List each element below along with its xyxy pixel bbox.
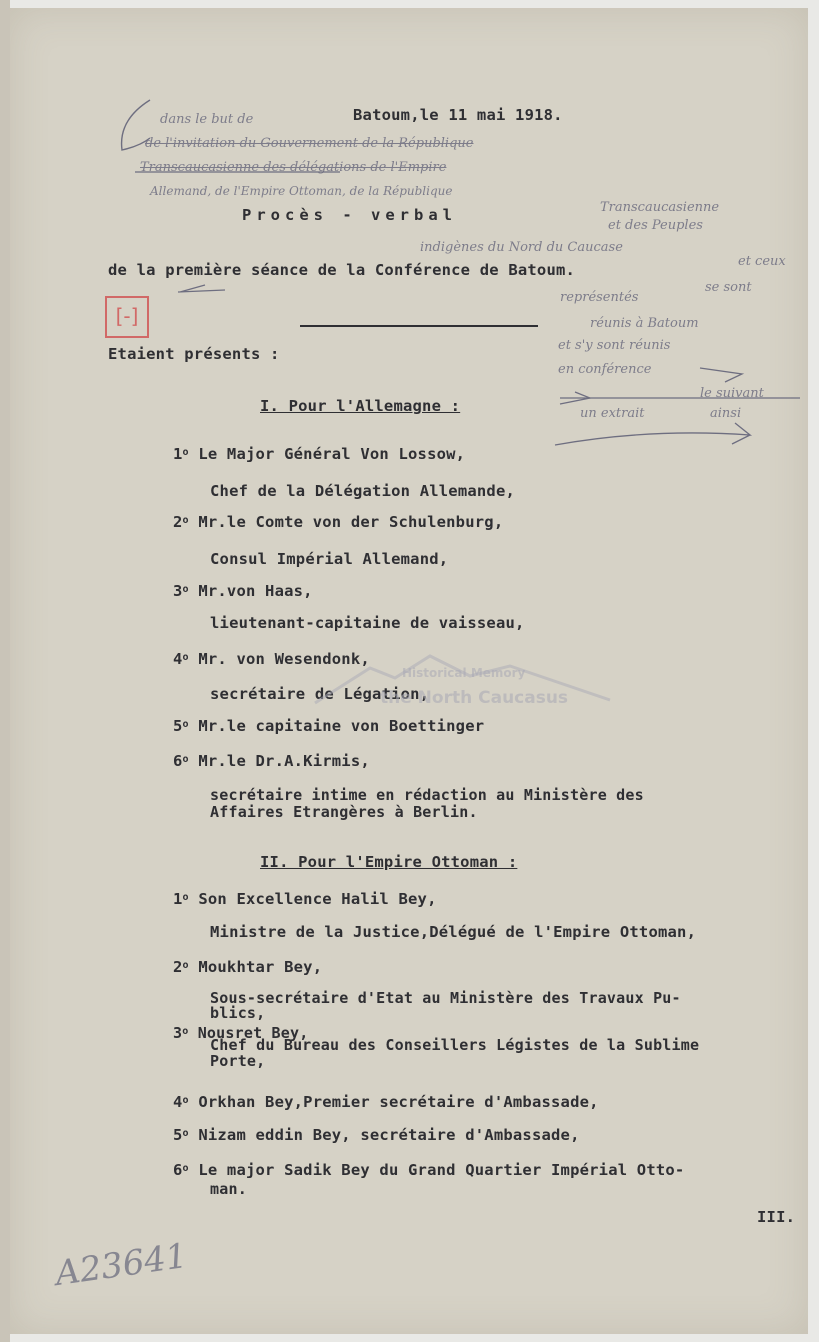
item-number: 3	[173, 582, 183, 601]
handwritten-note: dans le but de	[160, 112, 254, 127]
member-role: Consul Impérial Allemand,	[210, 550, 449, 568]
member-name: Mr.le capitaine von Boettinger	[198, 717, 485, 736]
document-subtitle: de la première séance de la Conférence de Batoum.	[108, 261, 576, 279]
member-name: Le major Sadik Bey du Grand Quartier Impérial Otto-	[198, 1161, 685, 1180]
watermark-line1: Historical Memory	[402, 666, 526, 680]
watermark-line2: the North Caucasus	[380, 688, 569, 708]
member-role: Chef du Bureau des Conseillers Légistes de la Sublime	[210, 1036, 700, 1054]
item-number: 4	[173, 650, 183, 669]
member-name: Nizam eddin Bey, secrétaire d'Ambassade,	[198, 1126, 580, 1145]
list-item	[173, 1126, 580, 1144]
degree-sign: o	[182, 1095, 189, 1106]
member-name: Mr. von Wesendonk,	[198, 650, 370, 669]
degree-sign: o	[182, 719, 189, 730]
member-name: Nousret Bey,	[197, 1024, 309, 1042]
handwritten-note: Transcaucasienne	[600, 200, 720, 215]
handwritten-note: indigènes du Nord du Caucase	[420, 240, 623, 255]
section-heading-germany: I. Pour l'Allemagne :	[260, 397, 461, 415]
item-number: 2	[173, 958, 183, 977]
item-number: 5	[173, 717, 183, 736]
list-item	[173, 1161, 684, 1179]
degree-sign: o	[182, 584, 189, 595]
item-number: 2	[173, 513, 183, 532]
degree-sign: o	[182, 960, 189, 971]
present-label: Etaient présents :	[108, 345, 280, 363]
list-item	[173, 890, 437, 908]
member-name: Le Major Général Von Lossow,	[198, 445, 466, 464]
member-role: Affaires Etrangères à Berlin.	[210, 803, 478, 821]
list-item	[173, 958, 322, 976]
list-item	[173, 445, 465, 463]
member-name: Orkhan Bey,Premier secrétaire d'Ambassade,	[198, 1093, 599, 1112]
handwritten-note: un extrait	[580, 406, 645, 421]
member-role: secrétaire intime en rédaction au Ministère des	[210, 786, 644, 804]
item-number: 3	[173, 1024, 183, 1042]
degree-sign: o	[182, 754, 189, 765]
degree-sign: o	[182, 1163, 189, 1174]
list-item	[173, 717, 484, 735]
section-heading-ottoman: II. Pour l'Empire Ottoman :	[260, 853, 518, 871]
handwritten-note: de l'invitation du Gouvernement de la République	[145, 136, 474, 151]
list-item	[173, 1093, 599, 1111]
member-name: Mr.le Dr.A.Kirmis,	[198, 752, 370, 771]
watermark-mountain-icon	[310, 648, 620, 708]
degree-sign: o	[182, 1026, 189, 1037]
handwritten-note: et s'y sont réunis	[558, 338, 671, 353]
handwritten-note: ainsi	[710, 406, 742, 421]
degree-sign: o	[182, 652, 189, 663]
list-item	[173, 752, 370, 770]
member-name: Mr.von Haas,	[198, 582, 313, 601]
item-number: 6	[173, 1161, 183, 1180]
handwritten-note: représentés	[560, 290, 639, 305]
list-item	[173, 513, 503, 531]
item-number: 5	[173, 1126, 183, 1145]
member-name-continued: man.	[210, 1180, 247, 1198]
page-marker: III.	[757, 1208, 796, 1226]
member-name: Mr.le Comte von der Schulenburg,	[198, 513, 504, 532]
item-number: 1	[173, 890, 183, 909]
member-role: secrétaire de Légation,	[210, 685, 430, 703]
member-role: Porte,	[210, 1052, 266, 1070]
title-rule	[300, 325, 538, 327]
item-number: 4	[173, 1093, 183, 1112]
member-name: Son Excellence Halil Bey,	[198, 890, 437, 909]
document-title: Procès - verbal	[242, 206, 457, 224]
handwritten-note: Transcaucasienne des délégations de l'Empire	[140, 160, 447, 175]
handwritten-note: et des Peuples	[608, 218, 703, 233]
archive-stamp: [-]	[105, 296, 149, 338]
handwritten-note: se sont	[705, 280, 752, 295]
degree-sign: o	[182, 447, 189, 458]
handwritten-note: en conférence	[558, 362, 652, 377]
place-date: Batoum,le 11 mai 1918.	[353, 106, 563, 124]
member-name: Moukhtar Bey,	[198, 958, 323, 977]
member-role: lieutenant-capitaine de vaisseau,	[210, 614, 525, 632]
member-role: Chef de la Délégation Allemande,	[210, 482, 516, 500]
member-role: blics,	[210, 1004, 266, 1022]
archive-number: A23641	[52, 1235, 190, 1295]
handwritten-note: réunis à Batoum	[590, 316, 699, 331]
degree-sign: o	[182, 892, 189, 903]
member-role: Sous-secrétaire d'Etat au Ministère des Travaux Pu-	[210, 989, 681, 1007]
item-number: 6	[173, 752, 183, 771]
handwritten-note: et ceux	[738, 254, 786, 269]
degree-sign: o	[182, 1128, 189, 1139]
handwritten-note: le suivant	[700, 386, 764, 401]
list-item	[173, 582, 313, 600]
handwritten-note: Allemand, de l'Empire Ottoman, de la République	[150, 184, 453, 198]
degree-sign: o	[182, 515, 189, 526]
item-number: 1	[173, 445, 183, 464]
member-role: Ministre de la Justice,Délégué de l'Empire Ottoman,	[210, 923, 697, 941]
